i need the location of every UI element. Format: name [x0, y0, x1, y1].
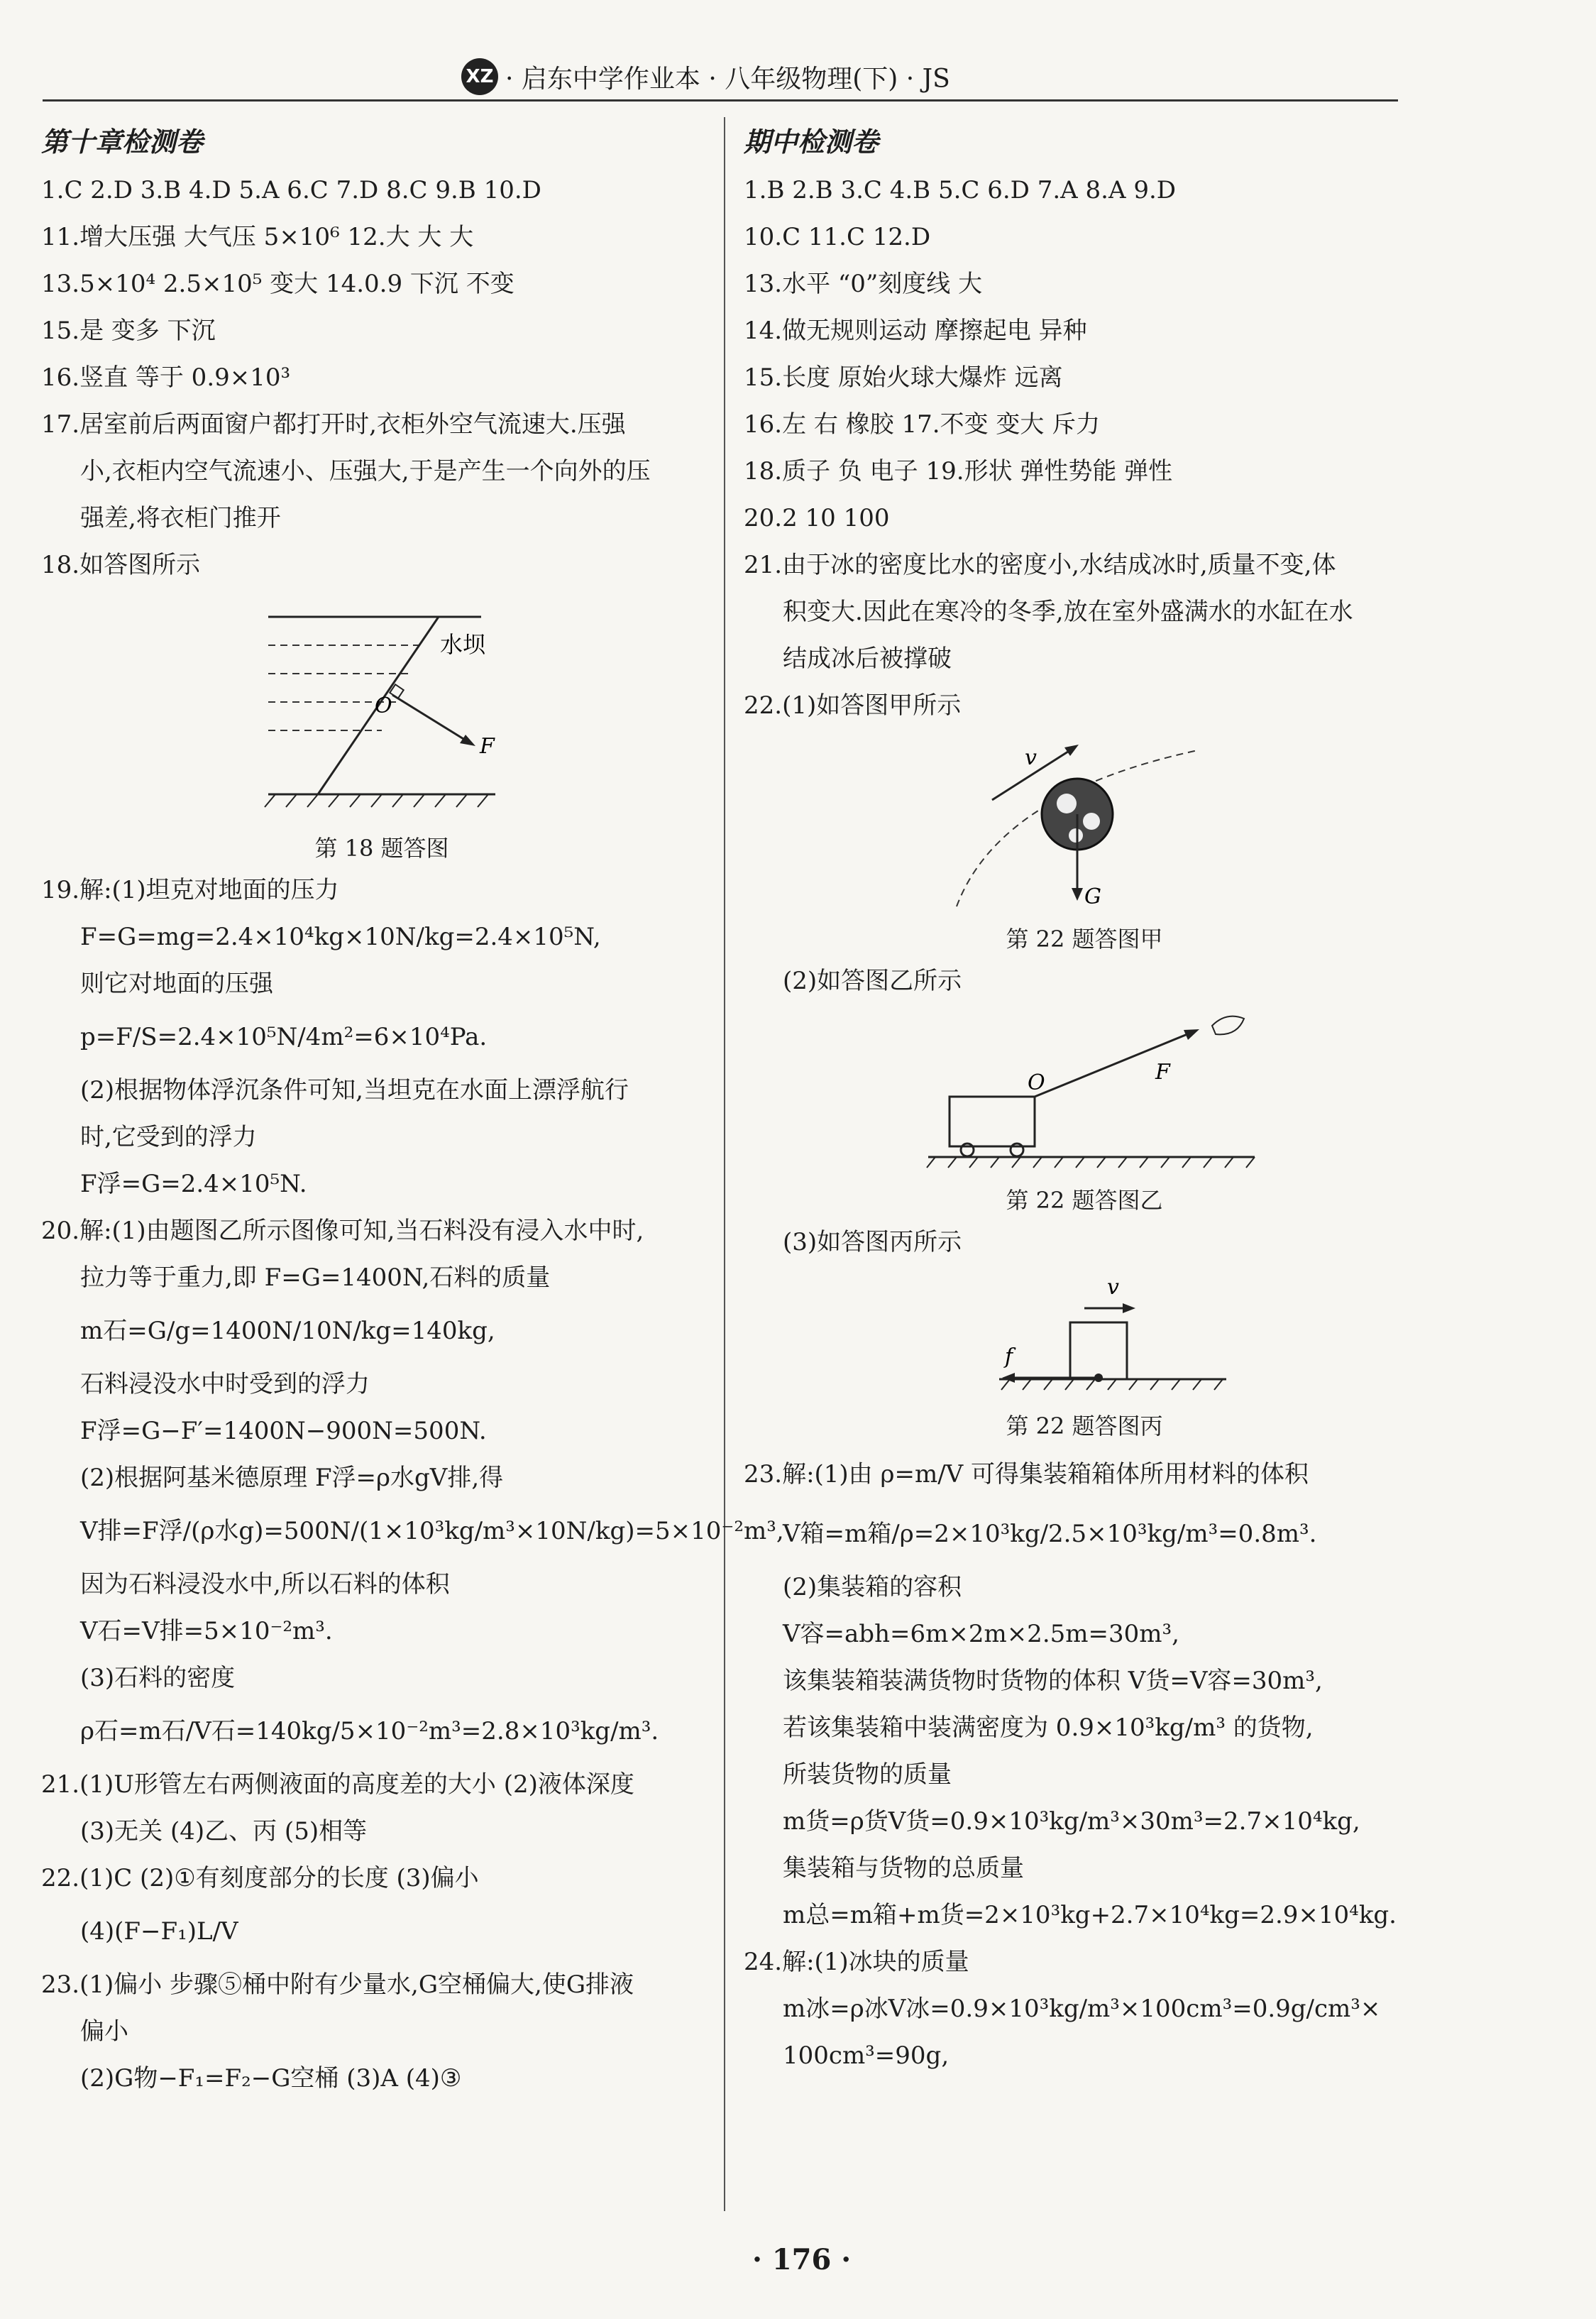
solution-line: 20.解:(1)由题图乙所示图像可知,当石料没有浸入水中时, — [41, 1217, 644, 1245]
solution-line: F浮=G−F′=1400N−900N=500N. — [80, 1417, 487, 1445]
solution-line: 23.解:(1)由 ρ=m/V 可得集装箱箱体所用材料的体积 — [744, 1460, 1309, 1489]
figure-18 — [41, 596, 722, 823]
dam-diagram — [41, 596, 722, 823]
solution-line: (3)石料的密度 — [80, 1664, 236, 1692]
header-title: · 启东中学作业本 · 八年级物理(下) · JS — [505, 64, 950, 94]
cart-diagram — [744, 1012, 1425, 1175]
label-o: O — [1028, 1070, 1045, 1095]
figure-22c-caption: 第 22 题答图丙 — [1006, 1413, 1163, 1440]
figure-22b-intro: (2)如答图乙所示 — [783, 967, 962, 995]
solution-line: ρ石=m石/V石=140kg/5×10⁻²m³=2.8×10³kg/m³. — [80, 1717, 659, 1745]
answer-line: 20.2 10 100 — [744, 504, 890, 532]
solution-line: 拉力等于重力,即 F=G=1400N,石料的质量 — [80, 1263, 551, 1292]
answer-line: 1.B 2.B 3.C 4.B 5.C 6.D 7.A 8.A 9.D — [744, 176, 1177, 204]
answer-line: 1.C 2.D 3.B 4.D 5.A 6.C 7.D 8.C 9.B 10.D — [41, 176, 541, 204]
figure-22b-caption: 第 22 题答图乙 — [1006, 1187, 1163, 1214]
block-diagram — [744, 1273, 1425, 1400]
answer-line: 23.(1)偏小 步骤⑤桶中附有少量水,G空桶偏大,使G排液 — [41, 1970, 634, 1999]
solution-line: m石=G/g=1400N/10N/kg=140kg, — [80, 1317, 495, 1345]
answer-line: 11.增大压强 大气压 5×10⁶ 12.大 大 大 — [41, 223, 474, 251]
solution-line: 则它对地面的压强 — [80, 970, 273, 998]
label-f: F — [480, 734, 495, 759]
column-divider — [724, 117, 725, 2211]
page-header — [43, 50, 1398, 102]
figure-22a-caption: 第 22 题答图甲 — [1006, 926, 1163, 953]
solution-line: 19.解:(1)坦克对地面的压力 — [41, 876, 339, 904]
label-v: v — [1107, 1275, 1119, 1300]
label-f: f — [1005, 1344, 1013, 1369]
solution-line: F浮=G=2.4×10⁵N. — [80, 1170, 307, 1198]
label-v: v — [1025, 745, 1037, 770]
solution-line: V容=abh=6m×2m×2.5m=30m³, — [783, 1620, 1179, 1648]
answer-line: 21.由于冰的密度比水的密度小,水结成冰时,质量不变,体 — [744, 551, 1336, 579]
solution-line: 该集装箱装满货物时货物的体积 V货=V容=30m³, — [783, 1667, 1323, 1695]
figure-22c-intro: (3)如答图丙所示 — [783, 1228, 962, 1256]
solution-line: (2)根据物体浮沉条件可知,当坦克在水面上漂浮航行 — [80, 1076, 629, 1104]
answer-line: 16.竖直 等于 0.9×10³ — [41, 363, 291, 392]
solution-line: p=F/S=2.4×10⁵N/4m²=6×10⁴Pa. — [80, 1023, 488, 1051]
figure-22b — [744, 1012, 1425, 1175]
solution-line: V箱=m箱/ρ=2×10³kg/2.5×10³kg/m³=0.8m³. — [783, 1520, 1317, 1548]
answer-line: 22.(1)C (2)①有刻度部分的长度 (3)偏小 — [41, 1864, 479, 1892]
solution-line: 因为石料浸没水中,所以石料的体积 — [80, 1570, 450, 1599]
solution-line: m总=m箱+m货=2×10³kg+2.7×10⁴kg=2.9×10⁴kg. — [783, 1901, 1397, 1929]
solution-line: (2)根据阿基米德原理 F浮=ρ水gV排,得 — [80, 1464, 504, 1492]
answer-line: 偏小 — [80, 2017, 128, 2046]
answer-line: 14.做无规则运动 摩擦起电 异种 — [744, 317, 1087, 345]
answer-line: 15.是 变多 下沉 — [41, 317, 216, 345]
figure-18-caption: 第 18 题答图 — [314, 835, 449, 862]
answer-line: 10.C 11.C 12.D — [744, 223, 931, 251]
solution-line: V排=F浮/(ρ水g)=500N/(1×10³kg/m³×10N/kg)=5×10⁻²m³, — [80, 1517, 784, 1545]
left-column — [41, 117, 784, 2102]
answer-line: 强差,将衣柜门推开 — [80, 504, 281, 532]
label-f: F — [1155, 1060, 1170, 1085]
answer-line: 小,衣柜内空气流速小、压强大,于是产生一个向外的压 — [80, 457, 651, 486]
answer-line: 15.长度 原始火球大爆炸 远离 — [744, 363, 1063, 392]
solution-line: m货=ρ货V货=0.9×10³kg/m³×30m³=2.7×10⁴kg, — [783, 1807, 1360, 1836]
answer-line: 18.如答图所示 — [41, 551, 201, 579]
publisher-logo: XZ — [461, 58, 498, 95]
answer-line: 17.居室前后两面窗户都打开时,衣柜外空气流速大.压强 — [41, 410, 626, 439]
figure-22c — [744, 1273, 1425, 1400]
solution-line: 石料浸没水中时受到的浮力 — [80, 1370, 370, 1398]
page-number: · 176 · — [752, 2243, 852, 2276]
answer-line: (3)无关 (4)乙、丙 (5)相等 — [80, 1817, 368, 1846]
solution-line: 所装货物的质量 — [783, 1760, 952, 1789]
label-o: O — [375, 693, 392, 718]
solution-line: 时,它受到的浮力 — [80, 1123, 257, 1151]
answer-line: 结成冰后被撑破 — [783, 645, 952, 673]
answer-line: 16.左 右 橡胶 17.不变 变大 斥力 — [744, 410, 1101, 439]
answer-line: 22.(1)如答图甲所示 — [744, 691, 962, 720]
solution-line: 若该集装箱中装满密度为 0.9×10³kg/m³ 的货物, — [783, 1714, 1314, 1742]
figure-22a — [744, 736, 1425, 914]
answer-line: (2)G物−F₁=F₂−G空桶 (3)A (4)③ — [80, 2064, 462, 2093]
solution-line: 100cm³=90g, — [783, 2041, 950, 2070]
label-g: G — [1084, 884, 1101, 909]
ball-diagram — [744, 736, 1425, 914]
solution-line: (2)集装箱的容积 — [783, 1573, 962, 1601]
right-column — [744, 117, 1425, 2079]
solution-line: F=G=mg=2.4×10⁴kg×10N/kg=2.4×10⁵N, — [80, 923, 601, 951]
answer-line: 13.水平 “0”刻度线 大 — [744, 270, 983, 298]
section-title-chapter10: 第十章检测卷 — [41, 126, 204, 158]
answer-line: 积变大.因此在寒冷的冬季,放在室外盛满水的水缸在水 — [783, 598, 1353, 626]
section-title-midterm: 期中检测卷 — [744, 126, 879, 158]
solution-line: 24.解:(1)冰块的质量 — [744, 1948, 969, 1976]
solution-line: 集装箱与货物的总质量 — [783, 1854, 1024, 1882]
label-dam: 水坝 — [440, 631, 486, 658]
answer-line: 21.(1)U形管左右两侧液面的高度差的大小 (2)液体深度 — [41, 1770, 634, 1799]
solution-line: V石=V排=5×10⁻²m³. — [80, 1617, 333, 1645]
answer-line: (4)(F−F₁)L/V — [80, 1917, 238, 1946]
answer-line: 18.质子 负 电子 19.形状 弹性势能 弹性 — [744, 457, 1173, 486]
solution-line: m冰=ρ冰V冰=0.9×10³kg/m³×100cm³=0.9g/cm³× — [783, 1995, 1381, 2023]
answer-line: 13.5×10⁴ 2.5×10⁵ 变大 14.0.9 下沉 不变 — [41, 270, 514, 298]
